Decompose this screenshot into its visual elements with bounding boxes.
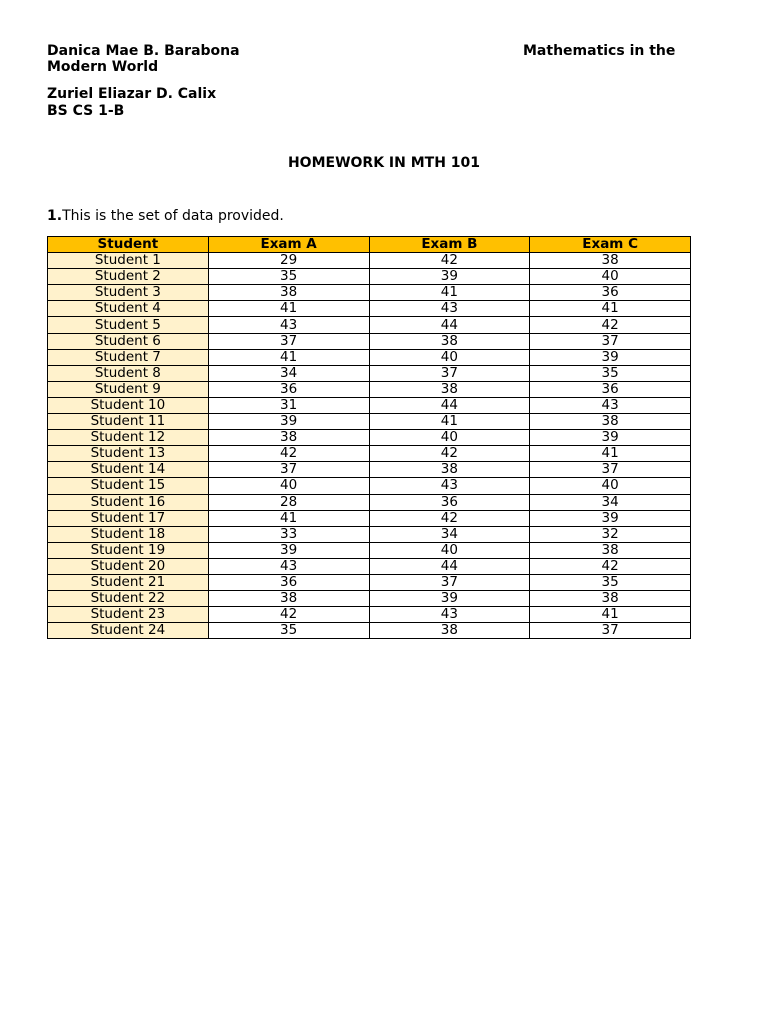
student-cell: Student 5 bbox=[48, 317, 209, 333]
score-cell: 39 bbox=[530, 510, 691, 526]
score-cell: 35 bbox=[208, 269, 369, 285]
score-cell: 39 bbox=[530, 349, 691, 365]
score-cell: 41 bbox=[530, 446, 691, 462]
student-cell: Student 11 bbox=[48, 414, 209, 430]
author-name-2: Zuriel Eliazar D. Calix bbox=[47, 86, 217, 102]
score-cell: 39 bbox=[208, 542, 369, 558]
score-cell: 33 bbox=[208, 526, 369, 542]
table-row bbox=[48, 301, 691, 317]
score-cell: 38 bbox=[369, 462, 530, 478]
score-cell: 38 bbox=[530, 542, 691, 558]
score-cell: 42 bbox=[208, 446, 369, 462]
student-cell: Student 23 bbox=[48, 607, 209, 623]
score-cell: 38 bbox=[208, 430, 369, 446]
table-row bbox=[48, 494, 691, 510]
table-row bbox=[48, 607, 691, 623]
table-row bbox=[48, 591, 691, 607]
score-cell: 37 bbox=[530, 623, 691, 639]
table-row bbox=[48, 430, 691, 446]
student-cell: Student 8 bbox=[48, 365, 209, 381]
score-cell: 40 bbox=[369, 542, 530, 558]
subject-line-2: Modern World bbox=[47, 59, 159, 75]
score-cell: 39 bbox=[530, 430, 691, 446]
data-table bbox=[47, 236, 691, 639]
score-cell: 31 bbox=[208, 397, 369, 413]
student-cell: Student 15 bbox=[48, 478, 209, 494]
column-header: Exam A bbox=[208, 237, 369, 253]
intro-paragraph bbox=[47, 208, 284, 225]
student-cell: Student 16 bbox=[48, 494, 209, 510]
score-cell: 41 bbox=[208, 301, 369, 317]
score-cell: 39 bbox=[208, 414, 369, 430]
subject-line-1: Mathematics in the bbox=[523, 43, 676, 59]
score-cell: 37 bbox=[530, 333, 691, 349]
table-row bbox=[48, 333, 691, 349]
score-cell: 35 bbox=[208, 623, 369, 639]
student-cell: Student 22 bbox=[48, 591, 209, 607]
score-cell: 38 bbox=[530, 253, 691, 269]
score-cell: 41 bbox=[369, 414, 530, 430]
score-cell: 34 bbox=[530, 494, 691, 510]
score-cell: 35 bbox=[530, 365, 691, 381]
student-cell: Student 2 bbox=[48, 269, 209, 285]
score-cell: 39 bbox=[369, 269, 530, 285]
student-cell: Student 20 bbox=[48, 558, 209, 574]
score-cell: 37 bbox=[369, 365, 530, 381]
score-cell: 44 bbox=[369, 558, 530, 574]
table-row bbox=[48, 269, 691, 285]
score-cell: 40 bbox=[369, 430, 530, 446]
table-body bbox=[48, 253, 691, 639]
score-cell: 42 bbox=[208, 607, 369, 623]
column-header: Student bbox=[48, 237, 209, 253]
score-cell: 34 bbox=[208, 365, 369, 381]
score-cell: 42 bbox=[369, 253, 530, 269]
student-cell: Student 9 bbox=[48, 381, 209, 397]
column-header: Exam B bbox=[369, 237, 530, 253]
score-cell: 41 bbox=[369, 285, 530, 301]
score-cell: 37 bbox=[208, 333, 369, 349]
table-row bbox=[48, 478, 691, 494]
score-cell: 43 bbox=[369, 607, 530, 623]
intro-text: This is the set of data provided. bbox=[62, 208, 284, 224]
score-cell: 43 bbox=[208, 317, 369, 333]
score-cell: 39 bbox=[369, 591, 530, 607]
score-cell: 37 bbox=[208, 462, 369, 478]
score-cell: 36 bbox=[369, 494, 530, 510]
student-cell: Student 18 bbox=[48, 526, 209, 542]
student-cell: Student 14 bbox=[48, 462, 209, 478]
score-cell: 42 bbox=[530, 558, 691, 574]
table-row bbox=[48, 446, 691, 462]
score-cell: 40 bbox=[530, 478, 691, 494]
score-cell: 37 bbox=[369, 574, 530, 590]
score-cell: 44 bbox=[369, 317, 530, 333]
table-row bbox=[48, 349, 691, 365]
score-cell: 38 bbox=[369, 381, 530, 397]
score-cell: 38 bbox=[369, 623, 530, 639]
table-row bbox=[48, 462, 691, 478]
item-number: 1. bbox=[47, 208, 63, 224]
score-cell: 32 bbox=[530, 526, 691, 542]
table-row bbox=[48, 623, 691, 639]
score-cell: 38 bbox=[208, 591, 369, 607]
section-label: BS CS 1-B bbox=[47, 103, 125, 119]
table-row bbox=[48, 558, 691, 574]
student-cell: Student 12 bbox=[48, 430, 209, 446]
student-cell: Student 3 bbox=[48, 285, 209, 301]
table-row bbox=[48, 510, 691, 526]
table-row bbox=[48, 285, 691, 301]
table-row bbox=[48, 365, 691, 381]
author-name-1: Danica Mae B. Barabona bbox=[47, 43, 240, 59]
score-cell: 41 bbox=[530, 607, 691, 623]
student-cell: Student 17 bbox=[48, 510, 209, 526]
table-row bbox=[48, 542, 691, 558]
table-row bbox=[48, 414, 691, 430]
document-title: HOMEWORK IN MTH 101 bbox=[287, 155, 481, 171]
score-cell: 28 bbox=[208, 494, 369, 510]
student-cell: Student 24 bbox=[48, 623, 209, 639]
score-cell: 42 bbox=[369, 446, 530, 462]
score-cell: 41 bbox=[208, 510, 369, 526]
score-cell: 43 bbox=[369, 301, 530, 317]
score-cell: 38 bbox=[530, 591, 691, 607]
table-row bbox=[48, 381, 691, 397]
student-cell: Student 19 bbox=[48, 542, 209, 558]
score-cell: 36 bbox=[208, 381, 369, 397]
score-cell: 40 bbox=[208, 478, 369, 494]
student-cell: Student 21 bbox=[48, 574, 209, 590]
score-cell: 41 bbox=[208, 349, 369, 365]
table-row bbox=[48, 317, 691, 333]
score-cell: 34 bbox=[369, 526, 530, 542]
score-cell: 41 bbox=[530, 301, 691, 317]
table-row bbox=[48, 526, 691, 542]
student-cell: Student 7 bbox=[48, 349, 209, 365]
score-cell: 44 bbox=[369, 397, 530, 413]
score-cell: 43 bbox=[530, 397, 691, 413]
table-header-row bbox=[48, 237, 691, 253]
score-cell: 29 bbox=[208, 253, 369, 269]
score-cell: 40 bbox=[369, 349, 530, 365]
score-cell: 43 bbox=[369, 478, 530, 494]
score-cell: 38 bbox=[208, 285, 369, 301]
score-cell: 38 bbox=[530, 414, 691, 430]
score-cell: 36 bbox=[530, 381, 691, 397]
table-row bbox=[48, 253, 691, 269]
score-cell: 42 bbox=[369, 510, 530, 526]
student-cell: Student 13 bbox=[48, 446, 209, 462]
table-row bbox=[48, 574, 691, 590]
score-cell: 38 bbox=[369, 333, 530, 349]
score-cell: 40 bbox=[530, 269, 691, 285]
student-cell: Student 4 bbox=[48, 301, 209, 317]
table-row bbox=[48, 397, 691, 413]
score-cell: 36 bbox=[530, 285, 691, 301]
score-cell: 35 bbox=[530, 574, 691, 590]
student-cell: Student 1 bbox=[48, 253, 209, 269]
score-cell: 37 bbox=[530, 462, 691, 478]
student-cell: Student 10 bbox=[48, 397, 209, 413]
score-cell: 36 bbox=[208, 574, 369, 590]
score-cell: 43 bbox=[208, 558, 369, 574]
column-header: Exam C bbox=[530, 237, 691, 253]
score-cell: 42 bbox=[530, 317, 691, 333]
student-cell: Student 6 bbox=[48, 333, 209, 349]
